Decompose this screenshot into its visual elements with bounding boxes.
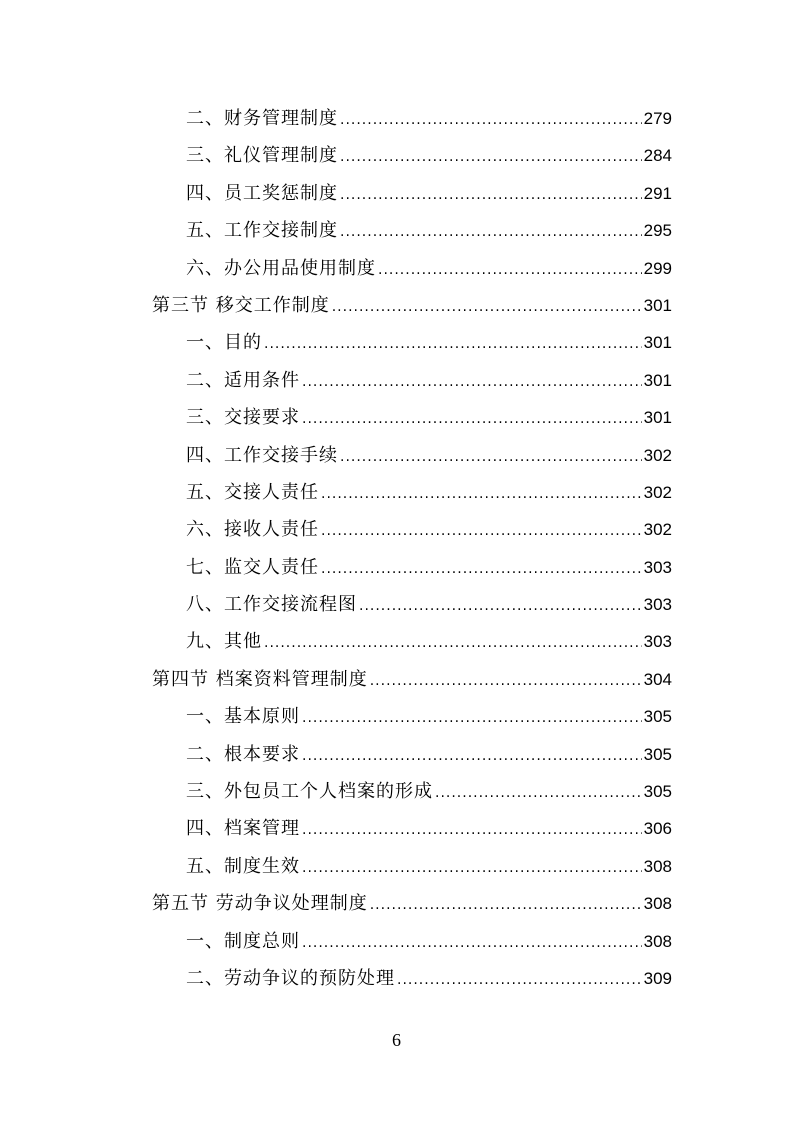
toc-dot-leader xyxy=(302,850,642,887)
toc-entry-page: 306 xyxy=(643,819,672,839)
toc-dot-leader xyxy=(264,326,642,363)
toc-entry-page: 301 xyxy=(643,408,672,428)
toc-entry-label: 六、办公用品使用制度 xyxy=(186,257,376,279)
toc-entry-label: 五、交接人责任 xyxy=(186,481,319,503)
toc-entry[interactable] xyxy=(152,698,672,735)
page-number: 6 xyxy=(392,1030,401,1050)
toc-entry-page: 305 xyxy=(643,744,672,764)
toc-entry-label: 九、其他 xyxy=(186,631,262,653)
table-of-contents xyxy=(152,100,672,997)
toc-entry-label: 三、交接要求 xyxy=(186,407,300,429)
toc-dot-leader xyxy=(321,551,642,588)
toc-entry-page: 291 xyxy=(643,183,672,203)
toc-dot-leader xyxy=(302,401,642,438)
toc-entry-label: 四、档案管理 xyxy=(186,818,300,840)
toc-dot-leader xyxy=(397,962,642,999)
toc-entry[interactable] xyxy=(152,586,672,623)
toc-entry[interactable] xyxy=(152,250,672,287)
toc-dot-leader xyxy=(340,139,642,176)
toc-entry[interactable] xyxy=(152,549,672,586)
toc-entry-page: 295 xyxy=(643,221,672,241)
toc-dot-leader xyxy=(264,625,642,662)
toc-dot-leader xyxy=(302,738,642,775)
toc-dot-leader xyxy=(321,476,642,513)
toc-entry-label: 五、制度生效 xyxy=(186,855,300,877)
toc-entry[interactable] xyxy=(152,848,672,885)
toc-section-entry[interactable] xyxy=(152,287,672,324)
toc-entry[interactable] xyxy=(152,212,672,249)
toc-entry[interactable] xyxy=(152,399,672,436)
toc-entry-label: 八、工作交接流程图 xyxy=(186,594,357,616)
toc-entry-page: 301 xyxy=(643,295,672,315)
toc-entry[interactable] xyxy=(152,474,672,511)
toc-dot-leader xyxy=(340,214,642,251)
toc-dot-leader xyxy=(370,887,642,924)
toc-entry-label: 七、监交人责任 xyxy=(186,556,319,578)
toc-entry-label: 第五节 劳动争议处理制度 xyxy=(152,893,368,915)
toc-entry[interactable] xyxy=(152,324,672,361)
toc-entry-page: 302 xyxy=(643,482,672,502)
toc-entry-page: 303 xyxy=(643,557,672,577)
toc-entry-page: 302 xyxy=(643,520,672,540)
toc-dot-leader xyxy=(359,588,642,625)
toc-entry[interactable] xyxy=(152,810,672,847)
toc-entry-page: 284 xyxy=(643,146,672,166)
toc-entry-label: 第四节 档案资料管理制度 xyxy=(152,668,368,690)
toc-dot-leader xyxy=(340,102,642,139)
toc-entry-label: 一、基本原则 xyxy=(186,706,300,728)
toc-entry-label: 二、根本要求 xyxy=(186,743,300,765)
toc-entry[interactable] xyxy=(152,100,672,137)
toc-entry-label: 五、工作交接制度 xyxy=(186,220,338,242)
toc-dot-leader xyxy=(302,700,642,737)
toc-entry-label: 六、接收人责任 xyxy=(186,519,319,541)
toc-entry-label: 一、制度总则 xyxy=(186,930,300,952)
toc-entry[interactable] xyxy=(152,362,672,399)
toc-entry[interactable] xyxy=(152,923,672,960)
toc-entry[interactable] xyxy=(152,623,672,660)
toc-entry-page: 305 xyxy=(643,707,672,727)
toc-entry-page: 304 xyxy=(643,669,672,689)
toc-section-entry[interactable] xyxy=(152,661,672,698)
toc-entry[interactable] xyxy=(152,511,672,548)
toc-entry-page: 308 xyxy=(643,856,672,876)
toc-entry-page: 308 xyxy=(643,931,672,951)
toc-entry-label: 一、目的 xyxy=(186,332,262,354)
toc-entry-label: 三、礼仪管理制度 xyxy=(186,145,338,167)
toc-entry[interactable] xyxy=(152,960,672,997)
toc-dot-leader xyxy=(332,289,642,326)
toc-entry-page: 279 xyxy=(643,109,672,128)
toc-entry[interactable] xyxy=(152,437,672,474)
toc-dot-leader xyxy=(302,812,642,849)
toc-entry-page: 305 xyxy=(643,782,672,802)
toc-dot-leader xyxy=(321,513,642,550)
toc-entry-label: 三、外包员工个人档案的形成 xyxy=(186,781,433,803)
toc-section-entry[interactable] xyxy=(152,885,672,922)
toc-entry[interactable] xyxy=(152,736,672,773)
toc-dot-leader xyxy=(370,663,642,700)
toc-entry[interactable] xyxy=(152,175,672,212)
toc-entry-page: 308 xyxy=(643,894,672,914)
toc-entry-label: 第三节 移交工作制度 xyxy=(152,294,330,316)
toc-entry-page: 299 xyxy=(643,258,672,278)
toc-entry-label: 二、财务管理制度 xyxy=(186,108,338,129)
toc-entry-label: 二、适用条件 xyxy=(186,369,300,391)
toc-entry-page: 303 xyxy=(643,632,672,652)
toc-dot-leader xyxy=(340,439,642,476)
toc-entry-page: 303 xyxy=(643,595,672,615)
toc-entry-label: 二、劳动争议的预防处理 xyxy=(186,967,395,989)
toc-dot-leader xyxy=(435,775,642,812)
toc-dot-leader xyxy=(340,177,642,214)
toc-entry-page: 302 xyxy=(643,445,672,465)
toc-entry-page: 301 xyxy=(643,370,672,390)
toc-dot-leader xyxy=(378,252,642,289)
toc-entry-page: 309 xyxy=(643,968,672,988)
toc-entry-label: 四、员工奖惩制度 xyxy=(186,182,338,204)
toc-entry[interactable] xyxy=(152,773,672,810)
toc-entry[interactable] xyxy=(152,137,672,174)
toc-dot-leader xyxy=(302,925,642,962)
toc-entry-label: 四、工作交接手续 xyxy=(186,444,338,466)
toc-entry-page: 301 xyxy=(643,333,672,353)
toc-dot-leader xyxy=(302,364,642,401)
